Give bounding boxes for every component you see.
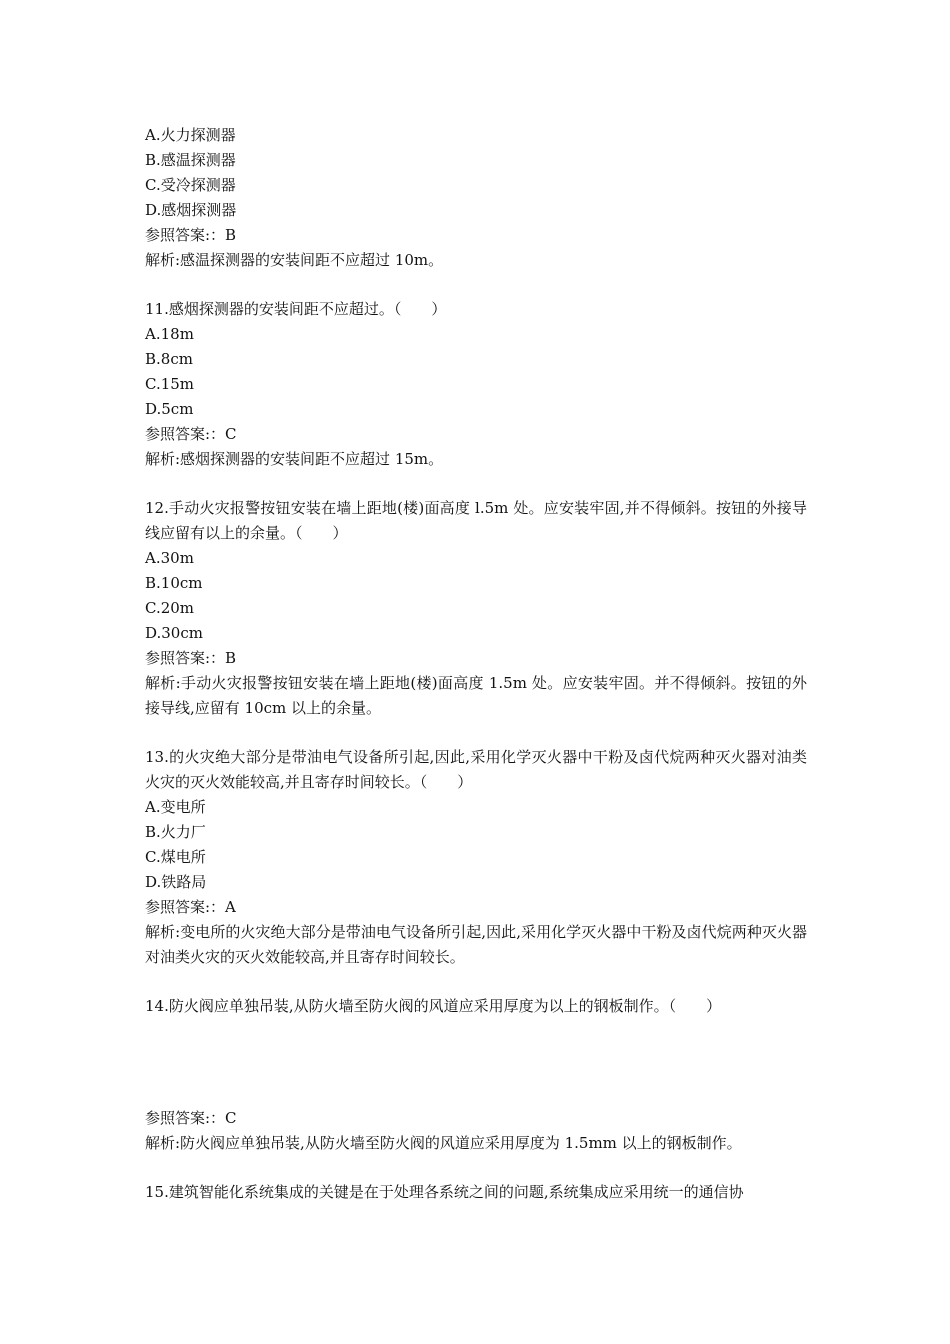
option-d: D.5cm <box>145 400 194 418</box>
answer: 参照答案:：A <box>145 898 236 916</box>
question-14: 14.防火阀应单独吊装,从防火墙至防火阀的风道应采用厚度为以上的钢板制作。（ ） <box>145 997 722 1015</box>
answer: 参照答案:：B <box>145 649 237 667</box>
option-b: B.火力厂 <box>145 823 206 841</box>
analysis: 解析:变电所的火灾绝大部分是带油电气设备所引起,因此,采用化学灭火器中干粉及卤代烷两种灭火器对油类火灾的灭火效能较高,并且寄存时间较长。 <box>145 923 807 966</box>
option-d: D.30cm <box>145 624 203 642</box>
option-a: A.变电所 <box>145 798 206 816</box>
analysis: 解析:防火阀应单独吊装,从防火墙至防火阀的风道应采用厚度为 1.5mm 以上的钢板制作。 <box>145 1134 742 1152</box>
option-c: C.煤电所 <box>145 848 206 866</box>
analysis: 解析:感温探测器的安装间距不应超过 10m。 <box>145 251 444 269</box>
option-b: B.10cm <box>145 574 203 592</box>
option-b: B.感温探测器 <box>145 151 236 169</box>
question-11: 11.感烟探测器的安装间距不应超过。（ ） <box>145 300 447 318</box>
analysis: 解析:手动火灾报警按钮安装在墙上距地(楼)面高度 1.5m 处。应安装牢固。并不得倾斜。按钮的外接导线,应留有 10cm 以上的余量。 <box>145 674 807 717</box>
document-body <box>145 123 807 1205</box>
option-a: A.18m <box>145 325 194 343</box>
analysis: 解析:感烟探测器的安装间距不应超过 15m。 <box>145 450 444 468</box>
answer: 参照答案:：B <box>145 226 237 244</box>
answer: 参照答案:：C <box>145 1109 237 1127</box>
option-a: A.火力探测器 <box>145 126 236 144</box>
question-13: 13.的火灾绝大部分是带油电气设备所引起,因此,采用化学灭火器中干粉及卤代烷两种灭火器对油类火灾的灭火效能较高,并且寄存时间较长。（ ） <box>145 748 807 791</box>
answer: 参照答案:：C <box>145 425 237 443</box>
option-d: D.铁路局 <box>145 873 207 891</box>
option-a: A.30m <box>145 549 194 567</box>
option-c: C.20m <box>145 599 195 617</box>
question-12: 12.手动火灾报警按钮安装在墙上距地(楼)面高度 l.5m 处。应安装牢固,并不得倾斜。按钮的外接导线应留有以上的余量。（ ） <box>145 499 807 542</box>
question-15: 15.建筑智能化系统集成的关键是在于处理各系统之间的问题,系统集成应采用统一的通信协 <box>145 1183 744 1201</box>
option-b: B.8cm <box>145 350 193 368</box>
option-c: C.15m <box>145 375 195 393</box>
option-c: C.受冷探测器 <box>145 176 236 194</box>
option-d: D.感烟探测器 <box>145 201 237 219</box>
